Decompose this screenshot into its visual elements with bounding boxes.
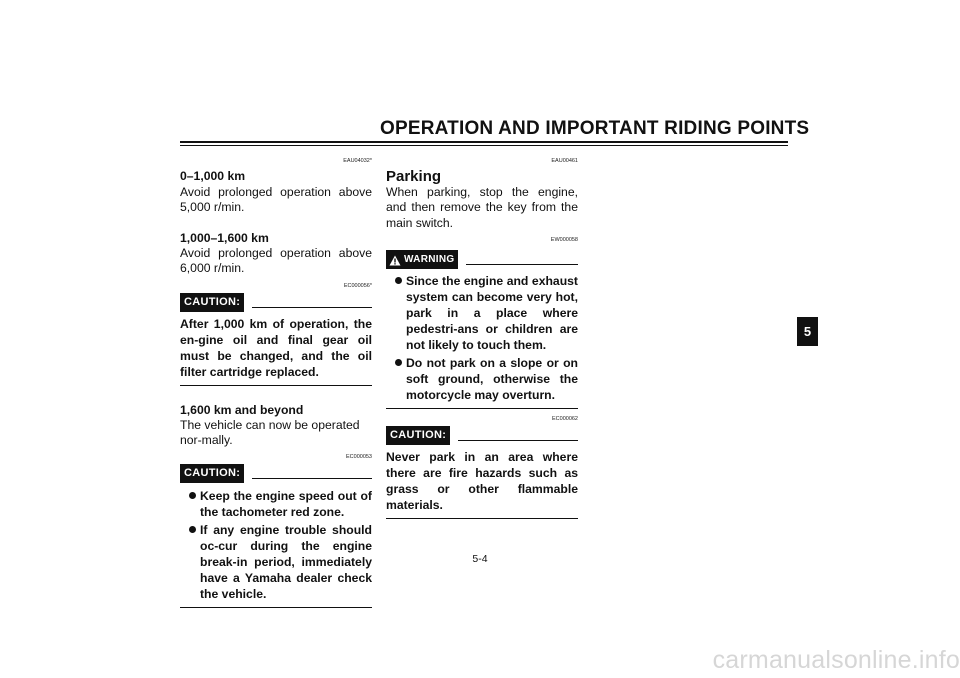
ref-code: EC000062 (552, 415, 578, 422)
ref-code: EAU00461 (551, 158, 578, 164)
ref-code: EW000058 (550, 237, 578, 244)
warning-end-rule (386, 408, 578, 409)
caution-header (386, 426, 578, 444)
caution-text: After 1,000 km of operation, the en-gine oil and final gear oil must be changed, and the oil filter cartridge replaced. (180, 316, 372, 379)
caution-label: CAUTION: (180, 464, 244, 482)
page-title: OPERATION AND IMPORTANT RIDING POINTS (380, 118, 810, 139)
warning-triangle-icon (389, 255, 401, 266)
caution-text: Never park in an area where there are fire hazards such as grass or other flammable materials. (386, 449, 578, 512)
section-heading: 0–1,000 km (180, 169, 246, 184)
caution-list (180, 488, 372, 602)
header-rule-thin (180, 145, 788, 146)
header-rule (180, 141, 788, 143)
section-heading: 1,000–1,600 km (180, 230, 269, 245)
caution-header (180, 293, 372, 311)
list-item: Since the engine and exhaust system can become very hot, park in a place where pedestri-ans or children are not likely to touch them. (391, 273, 578, 353)
warning-list (386, 273, 578, 403)
caution-header (180, 464, 372, 482)
caution-end-rule (386, 518, 578, 519)
caution-rule (252, 307, 372, 308)
caution-end-rule (180, 607, 372, 608)
ref-code: EC000056* (343, 282, 372, 289)
warning-header (386, 250, 578, 268)
caution-rule (252, 478, 372, 479)
paragraph: When parking, stop the engine, and then remove the key from the main switch. (386, 184, 578, 230)
right-column (386, 154, 578, 519)
section-heading: 1,600 km and beyond (180, 402, 304, 417)
watermark: carmanualsonline.info (712, 646, 960, 674)
left-column (180, 154, 372, 608)
list-item: Do not park on a slope or on soft ground, otherwise the motorcycle may overturn. (391, 355, 578, 403)
ref-code: EC000053 (346, 453, 372, 460)
warning-label-text: WARNING (404, 254, 455, 266)
chapter-tab: 5 (797, 317, 818, 346)
caution-label: CAUTION: (180, 293, 244, 311)
paragraph: Avoid prolonged operation above 5,000 r/min. (180, 184, 372, 215)
caution-rule (458, 440, 578, 441)
paragraph: Avoid prolonged operation above 6,000 r/min. (180, 246, 372, 276)
warning-label (386, 250, 458, 268)
list-item: If any engine trouble should oc-cur during the engine break-in period, immediately have a Yamaha dealer check the vehicle. (185, 522, 372, 602)
page-number: 5-4 (472, 553, 488, 565)
list-item: Keep the engine speed out of the tachometer red zone. (185, 488, 372, 520)
paragraph: The vehicle can now be operated nor-mally. (180, 418, 360, 448)
section-title: Parking (386, 168, 442, 186)
warning-rule (466, 264, 578, 265)
ref-code: EAU04032* (343, 158, 372, 164)
caution-label: CAUTION: (386, 426, 450, 444)
